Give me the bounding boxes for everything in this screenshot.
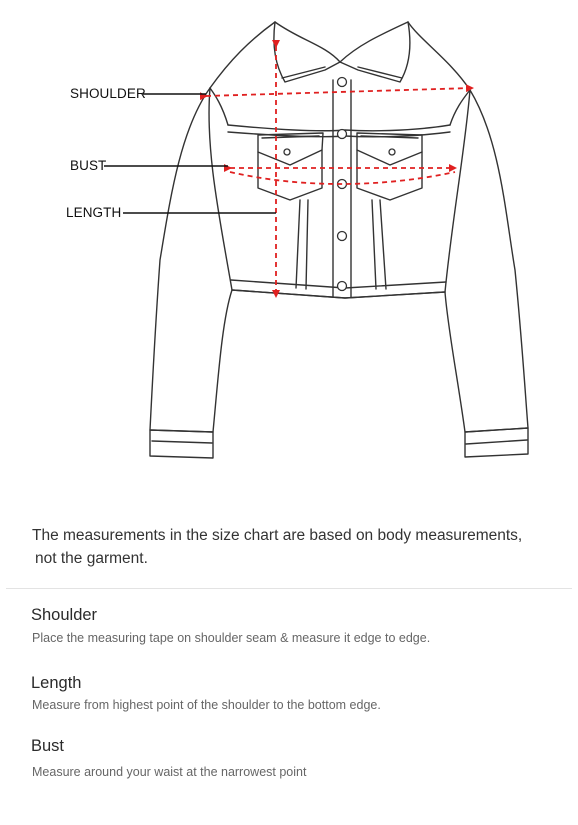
shoulder-description: Place the measuring tape on shoulder seam & measure it edge to edge. <box>32 631 431 645</box>
size-chart-note <box>32 524 552 570</box>
length-callout-label: LENGTH <box>66 205 122 220</box>
note-line-2: not the garment. <box>35 550 148 567</box>
length-description: Measure from highest point of the shoulder to the bottom edge. <box>32 698 381 712</box>
callout-leaders <box>104 94 276 213</box>
bust-title: Bust <box>31 737 65 755</box>
bust-callout-label: BUST <box>70 158 107 173</box>
note-line-1: The measurements in the size chart are based on body measurements, <box>32 527 523 544</box>
shoulder-guide-line <box>206 88 472 96</box>
bust-description: Measure around your waist at the narrowest point <box>32 765 307 779</box>
shoulder-callout-label: SHOULDER <box>70 86 146 101</box>
length-title: Length <box>31 674 82 692</box>
section-divider <box>6 588 572 589</box>
shoulder-title: Shoulder <box>31 606 98 624</box>
